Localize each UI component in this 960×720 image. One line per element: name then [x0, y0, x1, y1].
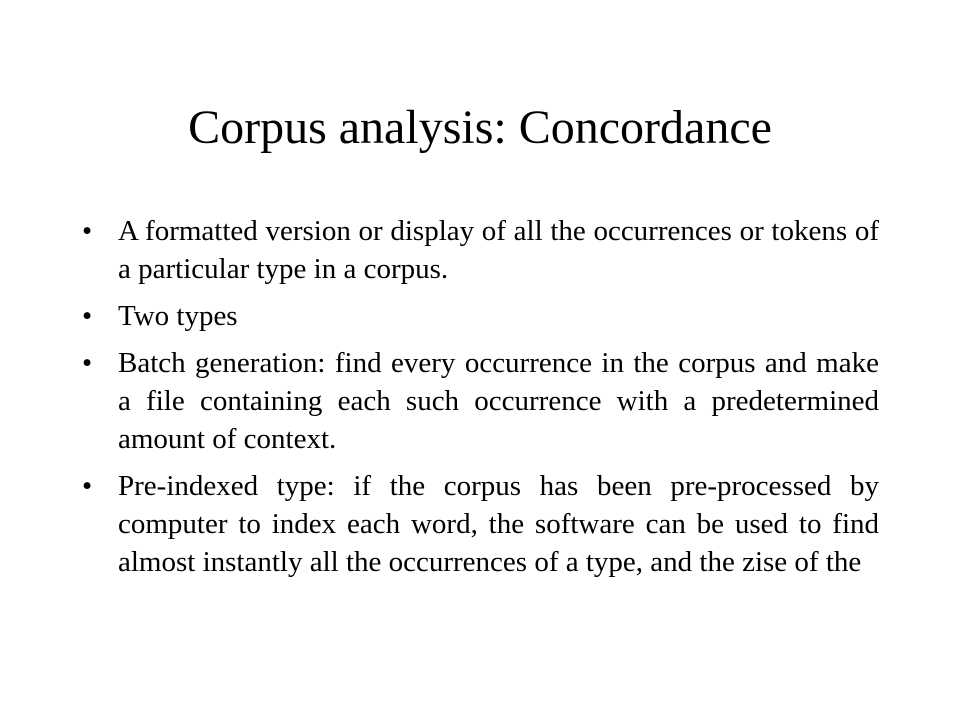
- bullet-dot-icon: •: [82, 347, 93, 379]
- bullet-item: [82, 297, 879, 335]
- bullet-dot-icon: •: [82, 470, 93, 502]
- bullet-text: Two types: [118, 300, 238, 332]
- bullet-item: [82, 212, 879, 288]
- slide-title: Corpus analysis: Concordance: [188, 101, 772, 154]
- bullet-text: Pre-indexed type: if the corpus has been pre-processed by computer to index each word, the software can be used to find almost instantly all the occurrences of a type, and the zise of the: [118, 470, 879, 578]
- bullet-dot-icon: •: [82, 215, 93, 247]
- bullet-item: [82, 467, 879, 581]
- bullet-text: A formatted version or display of all the occurrences or tokens of a particular type in a corpus.: [118, 215, 879, 285]
- bullet-text: Batch generation: find every occurrence in the corpus and make a file containing each such occurrence with a predetermined amount of context.: [118, 347, 879, 455]
- bullet-dot-icon: •: [82, 300, 93, 332]
- bullet-list: [0, 212, 960, 590]
- bullet-item: [82, 344, 879, 458]
